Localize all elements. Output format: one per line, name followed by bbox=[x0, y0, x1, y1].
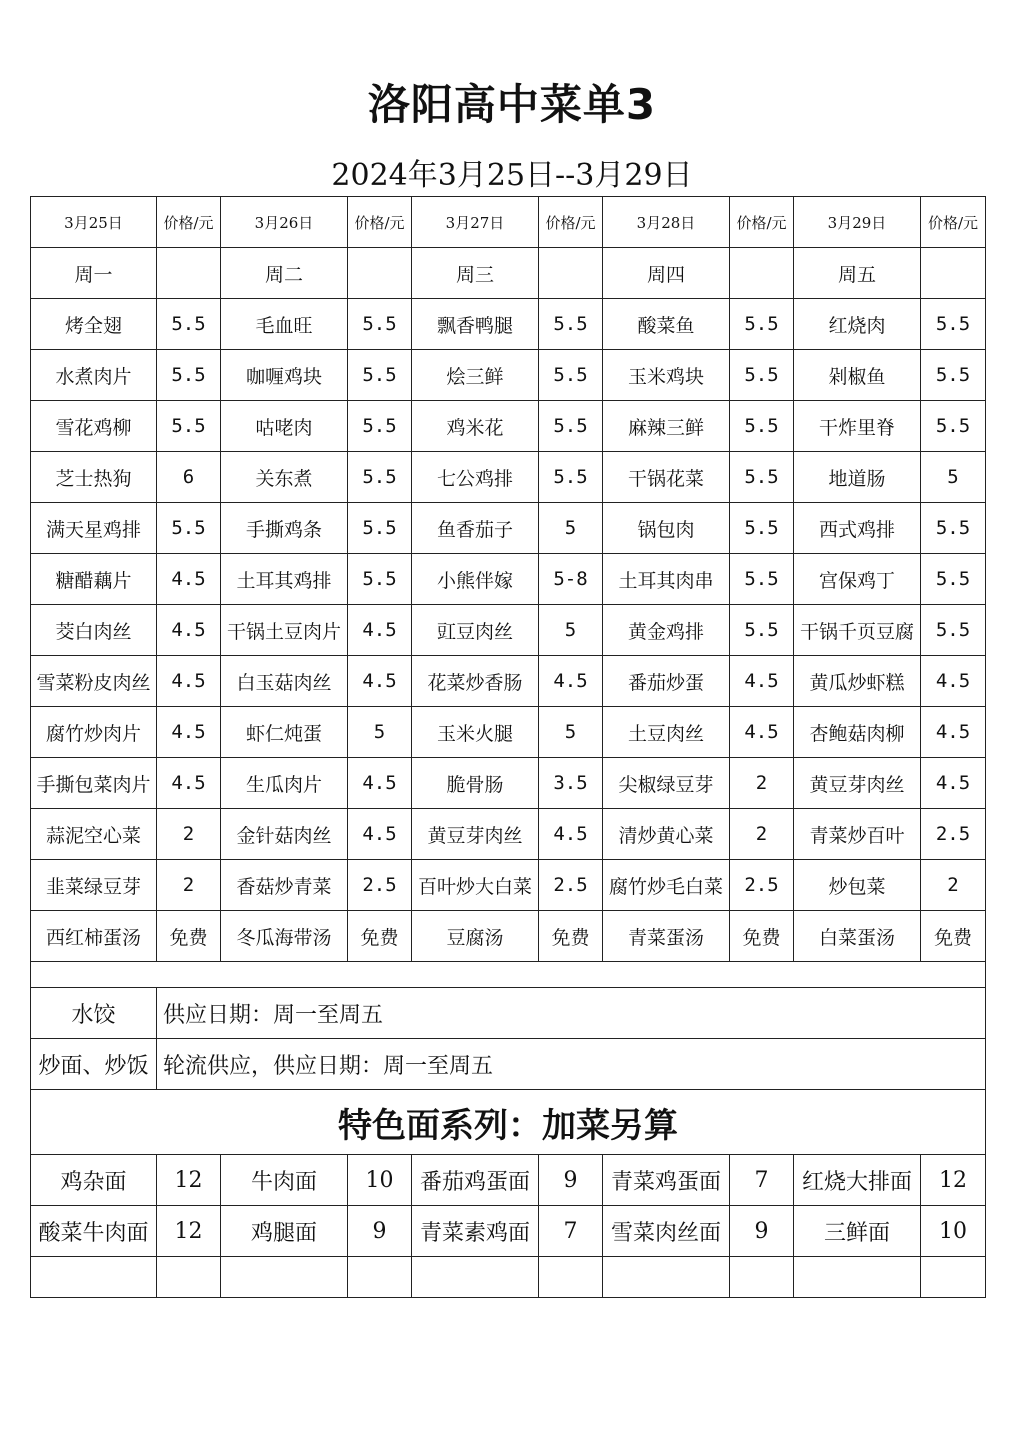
dish-row bbox=[31, 401, 986, 452]
dish-price: 2 bbox=[921, 860, 986, 911]
dish-price: 5 bbox=[539, 707, 603, 758]
dish-price: 2 bbox=[157, 860, 221, 911]
dish-name: 脆骨肠 bbox=[412, 758, 539, 809]
dish-price: 5.5 bbox=[730, 554, 794, 605]
dish-price: 5.5 bbox=[539, 452, 603, 503]
dish-name: 雪花鸡柳 bbox=[31, 401, 157, 452]
menu-table bbox=[30, 196, 986, 1298]
supply-label: 水饺 bbox=[31, 988, 157, 1039]
empty-row bbox=[31, 1257, 986, 1298]
empty-cell bbox=[921, 248, 986, 299]
dish-price: 4.5 bbox=[348, 656, 412, 707]
empty-cell bbox=[539, 1257, 603, 1298]
dish-price: 5.5 bbox=[157, 299, 221, 350]
dish-name: 白菜蛋汤 bbox=[794, 911, 921, 962]
dish-price: 2.5 bbox=[921, 809, 986, 860]
dish-name: 青菜炒百叶 bbox=[794, 809, 921, 860]
dish-name: 干炸里脊 bbox=[794, 401, 921, 452]
weekday-cell: 周三 bbox=[412, 248, 539, 299]
dish-name: 西式鸡排 bbox=[794, 503, 921, 554]
empty-cell bbox=[539, 248, 603, 299]
noodle-price: 9 bbox=[730, 1206, 794, 1257]
dish-name: 鸡米花 bbox=[412, 401, 539, 452]
dish-name: 锅包肉 bbox=[603, 503, 730, 554]
noodle-name: 三鲜面 bbox=[794, 1206, 921, 1257]
dish-price: 6 bbox=[157, 452, 221, 503]
dish-price: 5.5 bbox=[348, 401, 412, 452]
supply-row bbox=[31, 1039, 986, 1090]
dish-name: 韭菜绿豆芽 bbox=[31, 860, 157, 911]
special-noodle-title: 特色面系列：加菜另算 bbox=[31, 1090, 986, 1155]
dish-price: 5.5 bbox=[921, 299, 986, 350]
noodle-name: 红烧大排面 bbox=[794, 1155, 921, 1206]
dish-name: 炒包菜 bbox=[794, 860, 921, 911]
dish-name: 麻辣三鲜 bbox=[603, 401, 730, 452]
dish-name: 青菜蛋汤 bbox=[603, 911, 730, 962]
dish-name: 蒜泥空心菜 bbox=[31, 809, 157, 860]
dish-name: 尖椒绿豆芽 bbox=[603, 758, 730, 809]
empty-cell bbox=[730, 1257, 794, 1298]
dish-price: 2 bbox=[157, 809, 221, 860]
noodle-name: 雪菜肉丝面 bbox=[603, 1206, 730, 1257]
dish-name: 清炒黄心菜 bbox=[603, 809, 730, 860]
date-cell: 3月25日 bbox=[31, 197, 157, 248]
dish-name: 鱼香茄子 bbox=[412, 503, 539, 554]
weekday-cell: 周四 bbox=[603, 248, 730, 299]
noodle-price: 7 bbox=[539, 1206, 603, 1257]
noodle-row bbox=[31, 1206, 986, 1257]
weekday-cell: 周一 bbox=[31, 248, 157, 299]
page-title: 洛阳高中菜单3 bbox=[367, 80, 657, 129]
dish-price: 5.5 bbox=[730, 503, 794, 554]
dish-name: 干锅花菜 bbox=[603, 452, 730, 503]
dish-name: 黄金鸡排 bbox=[603, 605, 730, 656]
noodle-price: 9 bbox=[348, 1206, 412, 1257]
dish-name: 干锅千页豆腐 bbox=[794, 605, 921, 656]
dish-price: 5 bbox=[539, 605, 603, 656]
price-header-cell: 价格/元 bbox=[157, 197, 221, 248]
dish-name: 芝士热狗 bbox=[31, 452, 157, 503]
dish-name: 地道肠 bbox=[794, 452, 921, 503]
dish-name: 白玉菇肉丝 bbox=[221, 656, 348, 707]
dish-name: 土耳其肉串 bbox=[603, 554, 730, 605]
dish-price: 5-8 bbox=[539, 554, 603, 605]
empty-cell bbox=[730, 248, 794, 299]
dish-price: 免费 bbox=[730, 911, 794, 962]
noodle-name: 酸菜牛肉面 bbox=[31, 1206, 157, 1257]
dish-row bbox=[31, 860, 986, 911]
dish-row bbox=[31, 452, 986, 503]
dish-price: 5.5 bbox=[730, 452, 794, 503]
dish-price: 2 bbox=[730, 809, 794, 860]
dish-price: 5.5 bbox=[539, 401, 603, 452]
dish-name: 黄瓜炒虾糕 bbox=[794, 656, 921, 707]
dish-price: 4.5 bbox=[157, 605, 221, 656]
date-cell: 3月27日 bbox=[412, 197, 539, 248]
dish-price: 2.5 bbox=[348, 860, 412, 911]
date-range: 2024年3月25日--3月29日 bbox=[331, 158, 693, 193]
dish-price: 5.5 bbox=[157, 350, 221, 401]
dish-name: 生瓜肉片 bbox=[221, 758, 348, 809]
dish-row bbox=[31, 503, 986, 554]
price-header-cell: 价格/元 bbox=[348, 197, 412, 248]
noodle-name: 青菜鸡蛋面 bbox=[603, 1155, 730, 1206]
weekday-cell: 周五 bbox=[794, 248, 921, 299]
special-title-row bbox=[31, 1090, 986, 1155]
weekday-cell: 周二 bbox=[221, 248, 348, 299]
spacer-row bbox=[31, 962, 986, 988]
dish-price: 5.5 bbox=[921, 401, 986, 452]
dish-name: 关东煮 bbox=[221, 452, 348, 503]
dish-price: 5.5 bbox=[730, 605, 794, 656]
dish-price: 4.5 bbox=[348, 758, 412, 809]
price-header-cell: 价格/元 bbox=[539, 197, 603, 248]
dish-name: 花菜炒香肠 bbox=[412, 656, 539, 707]
dish-name: 飘香鸭腿 bbox=[412, 299, 539, 350]
dish-name: 土耳其鸡排 bbox=[221, 554, 348, 605]
dish-name: 剁椒鱼 bbox=[794, 350, 921, 401]
dish-price: 4.5 bbox=[921, 758, 986, 809]
dish-row bbox=[31, 350, 986, 401]
dish-name: 宫保鸡丁 bbox=[794, 554, 921, 605]
dish-price: 4.5 bbox=[730, 656, 794, 707]
noodle-name: 鸡杂面 bbox=[31, 1155, 157, 1206]
dish-name: 玉米火腿 bbox=[412, 707, 539, 758]
dish-price: 免费 bbox=[348, 911, 412, 962]
dish-name: 咕咾肉 bbox=[221, 401, 348, 452]
dish-name: 西红柿蛋汤 bbox=[31, 911, 157, 962]
supply-row bbox=[31, 988, 986, 1039]
empty-cell bbox=[921, 1257, 986, 1298]
supply-text: 供应日期：周一至周五 bbox=[157, 988, 986, 1039]
dish-price: 2 bbox=[730, 758, 794, 809]
noodle-name: 青菜素鸡面 bbox=[412, 1206, 539, 1257]
dish-name: 豇豆肉丝 bbox=[412, 605, 539, 656]
dish-price: 4.5 bbox=[157, 758, 221, 809]
dish-row bbox=[31, 605, 986, 656]
dish-name: 酸菜鱼 bbox=[603, 299, 730, 350]
dish-name: 冬瓜海带汤 bbox=[221, 911, 348, 962]
dish-name: 小熊伴嫁 bbox=[412, 554, 539, 605]
dish-price: 5.5 bbox=[921, 503, 986, 554]
dish-price: 免费 bbox=[539, 911, 603, 962]
dish-name: 烤全翅 bbox=[31, 299, 157, 350]
date-cell: 3月28日 bbox=[603, 197, 730, 248]
dish-price: 5.5 bbox=[348, 452, 412, 503]
date-cell: 3月29日 bbox=[794, 197, 921, 248]
dish-price: 5.5 bbox=[730, 401, 794, 452]
dish-name: 百叶炒大白菜 bbox=[412, 860, 539, 911]
dish-price: 5.5 bbox=[348, 299, 412, 350]
dish-name: 腐竹炒毛白菜 bbox=[603, 860, 730, 911]
empty-cell bbox=[348, 1257, 412, 1298]
dish-name: 红烧肉 bbox=[794, 299, 921, 350]
dish-price: 5.5 bbox=[348, 350, 412, 401]
dish-name: 茭白肉丝 bbox=[31, 605, 157, 656]
empty-cell bbox=[603, 1257, 730, 1298]
dish-name: 干锅土豆肉片 bbox=[221, 605, 348, 656]
dish-price: 5 bbox=[348, 707, 412, 758]
dish-price: 2.5 bbox=[730, 860, 794, 911]
dish-name: 黄豆芽肉丝 bbox=[794, 758, 921, 809]
empty-cell bbox=[794, 1257, 921, 1298]
dish-name: 七公鸡排 bbox=[412, 452, 539, 503]
dish-price: 免费 bbox=[921, 911, 986, 962]
dish-price: 5.5 bbox=[348, 554, 412, 605]
dish-row bbox=[31, 554, 986, 605]
dish-row bbox=[31, 911, 986, 962]
dish-price: 5.5 bbox=[539, 350, 603, 401]
weekday-row bbox=[31, 248, 986, 299]
dish-price: 4.5 bbox=[921, 656, 986, 707]
dish-price: 5 bbox=[921, 452, 986, 503]
noodle-row bbox=[31, 1155, 986, 1206]
dish-price: 5.5 bbox=[921, 605, 986, 656]
empty-cell bbox=[157, 1257, 221, 1298]
dish-price: 5 bbox=[539, 503, 603, 554]
dish-name: 番茄炒蛋 bbox=[603, 656, 730, 707]
noodle-price: 12 bbox=[921, 1155, 986, 1206]
dish-price: 5.5 bbox=[539, 299, 603, 350]
empty-cell bbox=[31, 1257, 157, 1298]
dish-price: 4.5 bbox=[921, 707, 986, 758]
dish-price: 4.5 bbox=[157, 554, 221, 605]
dish-price: 4.5 bbox=[730, 707, 794, 758]
dish-price: 5.5 bbox=[348, 503, 412, 554]
dish-name: 玉米鸡块 bbox=[603, 350, 730, 401]
dish-name: 雪菜粉皮肉丝 bbox=[31, 656, 157, 707]
noodle-price: 12 bbox=[157, 1206, 221, 1257]
empty-cell bbox=[31, 962, 986, 988]
dish-name: 满天星鸡排 bbox=[31, 503, 157, 554]
dish-name: 腐竹炒肉片 bbox=[31, 707, 157, 758]
dish-price: 5.5 bbox=[157, 503, 221, 554]
dish-price: 2.5 bbox=[539, 860, 603, 911]
dish-name: 黄豆芽肉丝 bbox=[412, 809, 539, 860]
supply-label: 炒面、炒饭 bbox=[31, 1039, 157, 1090]
dish-row bbox=[31, 809, 986, 860]
dish-name: 杏鲍菇肉柳 bbox=[794, 707, 921, 758]
dish-price: 5.5 bbox=[157, 401, 221, 452]
dish-row bbox=[31, 656, 986, 707]
dish-name: 虾仁炖蛋 bbox=[221, 707, 348, 758]
noodle-name: 鸡腿面 bbox=[221, 1206, 348, 1257]
dish-name: 土豆肉丝 bbox=[603, 707, 730, 758]
dish-price: 4.5 bbox=[157, 707, 221, 758]
dish-row bbox=[31, 758, 986, 809]
dish-name: 豆腐汤 bbox=[412, 911, 539, 962]
noodle-price: 12 bbox=[157, 1155, 221, 1206]
noodle-price: 7 bbox=[730, 1155, 794, 1206]
dish-price: 5.5 bbox=[921, 350, 986, 401]
empty-cell bbox=[348, 248, 412, 299]
empty-cell bbox=[221, 1257, 348, 1298]
noodle-price: 9 bbox=[539, 1155, 603, 1206]
dish-name: 金针菇肉丝 bbox=[221, 809, 348, 860]
dish-price: 5.5 bbox=[730, 299, 794, 350]
noodle-name: 牛肉面 bbox=[221, 1155, 348, 1206]
dish-name: 糖醋藕片 bbox=[31, 554, 157, 605]
dish-row bbox=[31, 707, 986, 758]
dish-name: 香菇炒青菜 bbox=[221, 860, 348, 911]
date-header-row bbox=[31, 197, 986, 248]
dish-price: 4.5 bbox=[157, 656, 221, 707]
dish-price: 3.5 bbox=[539, 758, 603, 809]
supply-text: 轮流供应，供应日期：周一至周五 bbox=[157, 1039, 986, 1090]
dish-price: 5.5 bbox=[730, 350, 794, 401]
dish-name: 水煮肉片 bbox=[31, 350, 157, 401]
noodle-price: 10 bbox=[921, 1206, 986, 1257]
empty-cell bbox=[157, 248, 221, 299]
dish-price: 4.5 bbox=[348, 605, 412, 656]
dish-row bbox=[31, 299, 986, 350]
dish-price: 4.5 bbox=[348, 809, 412, 860]
dish-name: 烩三鲜 bbox=[412, 350, 539, 401]
dish-name: 咖喱鸡块 bbox=[221, 350, 348, 401]
dish-price: 4.5 bbox=[539, 809, 603, 860]
date-cell: 3月26日 bbox=[221, 197, 348, 248]
dish-name: 毛血旺 bbox=[221, 299, 348, 350]
noodle-name: 番茄鸡蛋面 bbox=[412, 1155, 539, 1206]
dish-name: 手撕包菜肉片 bbox=[31, 758, 157, 809]
dish-name: 手撕鸡条 bbox=[221, 503, 348, 554]
dish-price: 5.5 bbox=[921, 554, 986, 605]
price-header-cell: 价格/元 bbox=[921, 197, 986, 248]
empty-cell bbox=[412, 1257, 539, 1298]
price-header-cell: 价格/元 bbox=[730, 197, 794, 248]
noodle-price: 10 bbox=[348, 1155, 412, 1206]
dish-price: 免费 bbox=[157, 911, 221, 962]
dish-price: 4.5 bbox=[539, 656, 603, 707]
